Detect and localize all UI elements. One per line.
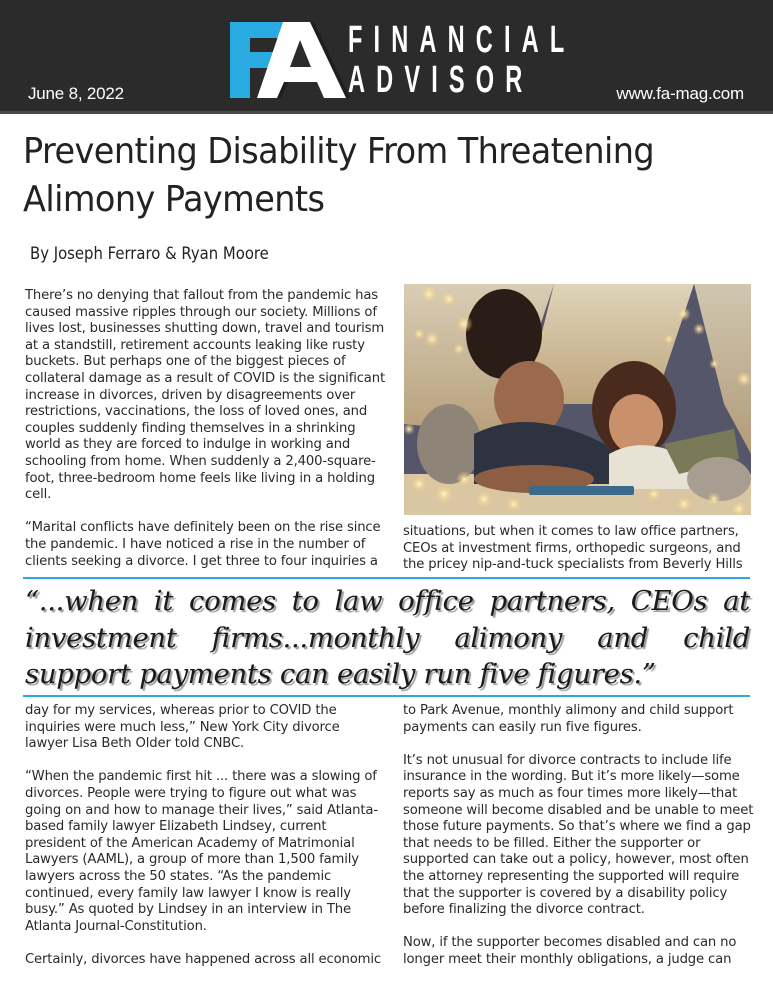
- fa-logo-mark-icon: [230, 22, 350, 98]
- column-left-top: [25, 288, 385, 587]
- byline: By Joseph Ferraro & Ryan Moore: [30, 244, 269, 263]
- pull-quote: [23, 577, 750, 697]
- photo-mother-daughter-tent-image: [404, 284, 751, 515]
- article-title: Preventing Disability From Threatening Alimony Payments: [23, 131, 655, 220]
- issue-date: June 8, 2022: [28, 84, 124, 103]
- paragraph: day for my services, whereas prior to COVID the inquiries were much less,” New York City divorce lawyer Lisa Beth Older told CNBC.: [25, 703, 340, 752]
- paragraph: “When the pandemic first hit ... there was a slowing of divorces. People were trying to figure out what was going on and how to manage their lives,” said Atlanta-based family lawyer Elizabeth Lindsey, current president of the American Academy of Matrimonial Lawyers (AAML), a group of more than 1,500 family lawyers across the 50 states. “As the pandemic continued, every family law lawyer I know is really busy.” As quoted by Lindsey in an interview in The Atlanta Journal-Constitution.: [25, 769, 378, 934]
- column-right-bottom: [403, 703, 755, 985]
- paragraph: situations, but when it comes to law office partners, CEOs at investment firms, orthopedic surgeons, and the pricey nip-and-tuck specialists from Beverly Hills: [403, 524, 743, 573]
- article-photo: [404, 284, 751, 515]
- pull-quote-text: “...when it comes to law office partners, CEOs at investment firms...monthly alimony and child support payments can easily run five figures.”: [25, 585, 750, 690]
- masthead: [0, 0, 773, 114]
- logo-word-advisor: ADVISOR: [348, 59, 534, 101]
- paragraph: It’s not unusual for divorce contracts to include life insurance in the wording. But it’s more likely—some reports say as much as four times more likely—that someone will become disabled and be unable to meet those future payments. So that’s where we find a gap that needs to be filled. Either the supporter or supported can take out a policy, however, most often the attorney representing the supported will require that the supporter is covered by a disability policy before finalizing the divorce contract.: [403, 752, 754, 918]
- financial-advisor-logo: [230, 19, 576, 101]
- paragraph: “Marital conflicts have definitely been on the rise since the pandemic. I have noticed a rise in the number of clients seeking a divorce. I get three to four inquiries a: [25, 520, 381, 569]
- paragraph: Now, if the supporter becomes disabled and can no longer meet their monthly obligations, a judge can: [403, 935, 737, 967]
- paragraph: There’s no denying that fallout from the pandemic has caused massive ripples through our society. Millions of lives lost, businesses shutting down, travel and tourism at a standstill, retirement accounts leaking like rusty buckets. But perhaps one of the biggest pieces of collateral damage as a result of COVID is the significant increase in divorces, driven by disagreements over restrictions, vaccinations, the loss of loved ones, and couples suddenly finding themselves in a shrinking world as they are forced to indulge in working and schooling from home. When suddenly a 2,400-square-foot, three-bedroom home feels like living in a holding cell.: [25, 288, 385, 503]
- paragraph: to Park Avenue, monthly alimony and child support payments can easily run five figures.: [403, 703, 734, 735]
- paragraph: Certainly, divorces have happened across all economic: [25, 951, 381, 967]
- column-left-bottom: [25, 703, 385, 985]
- logo-word-financial: FINANCIAL: [348, 19, 576, 61]
- website-url[interactable]: www.fa-mag.com: [616, 84, 744, 103]
